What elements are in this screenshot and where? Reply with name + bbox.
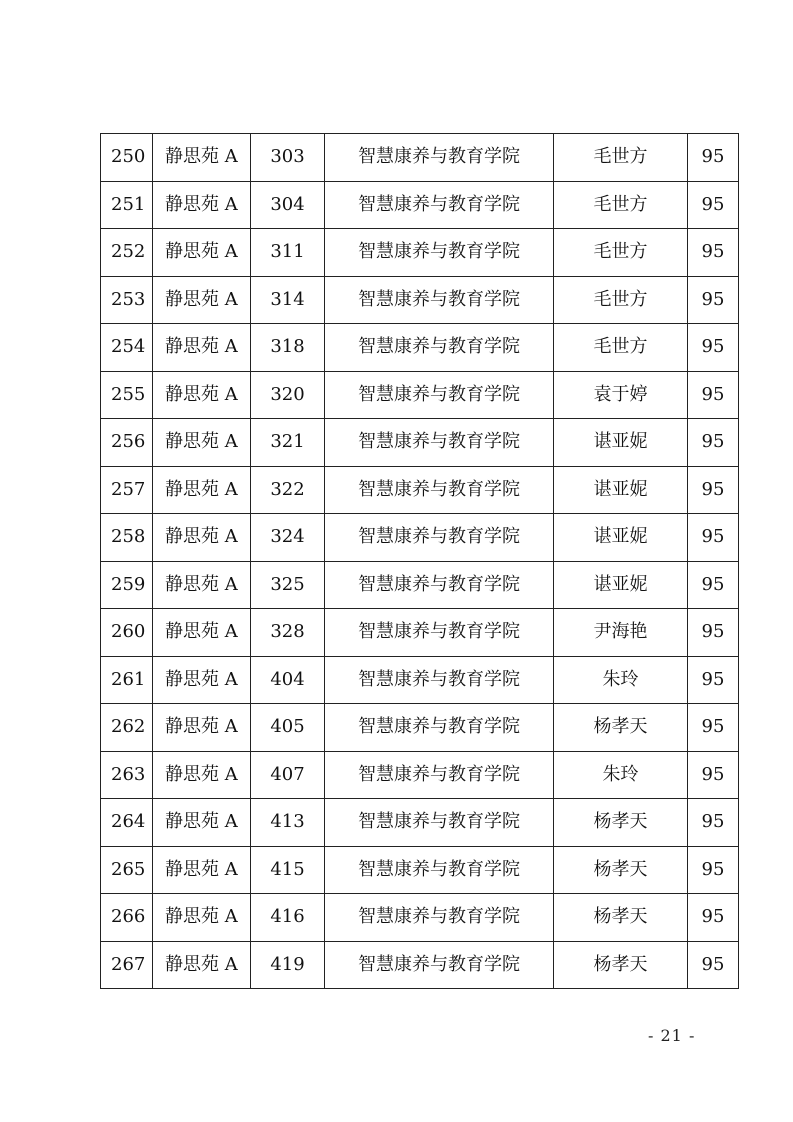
page-number: - 21 - (648, 1026, 696, 1045)
room-number-cell: 324 (251, 514, 325, 562)
inspector-name-cell: 尹海艳 (554, 609, 688, 657)
college-cell: 智慧康养与教育学院 (325, 799, 554, 847)
college-cell: 智慧康养与教育学院 (325, 894, 554, 942)
college-cell: 智慧康养与教育学院 (325, 941, 554, 989)
table-row (101, 704, 739, 752)
college-cell: 智慧康养与教育学院 (325, 656, 554, 704)
score-cell: 95 (688, 609, 739, 657)
row-number-cell: 264 (101, 799, 153, 847)
building-cell: 静思苑 A (153, 799, 251, 847)
building-cell: 静思苑 A (153, 134, 251, 182)
row-number-cell: 265 (101, 846, 153, 894)
college-cell: 智慧康养与教育学院 (325, 276, 554, 324)
inspector-name-cell: 毛世方 (554, 324, 688, 372)
score-cell: 95 (688, 229, 739, 277)
inspector-name-cell: 毛世方 (554, 134, 688, 182)
college-cell: 智慧康养与教育学院 (325, 846, 554, 894)
inspector-name-cell: 杨孝天 (554, 704, 688, 752)
score-cell: 95 (688, 846, 739, 894)
table-row (101, 561, 739, 609)
row-number-cell: 252 (101, 229, 153, 277)
college-cell: 智慧康养与教育学院 (325, 751, 554, 799)
row-number-cell: 254 (101, 324, 153, 372)
college-cell: 智慧康养与教育学院 (325, 134, 554, 182)
room-number-cell: 415 (251, 846, 325, 894)
table-row (101, 276, 739, 324)
row-number-cell: 253 (101, 276, 153, 324)
building-cell: 静思苑 A (153, 609, 251, 657)
college-cell: 智慧康养与教育学院 (325, 466, 554, 514)
score-cell: 95 (688, 751, 739, 799)
table-row (101, 466, 739, 514)
inspector-name-cell: 毛世方 (554, 276, 688, 324)
table-body (101, 134, 739, 989)
inspector-name-cell: 杨孝天 (554, 846, 688, 894)
building-cell: 静思苑 A (153, 561, 251, 609)
building-cell: 静思苑 A (153, 656, 251, 704)
row-number-cell: 262 (101, 704, 153, 752)
college-cell: 智慧康养与教育学院 (325, 561, 554, 609)
inspector-name-cell: 谌亚妮 (554, 514, 688, 562)
room-number-cell: 321 (251, 419, 325, 467)
score-cell: 95 (688, 561, 739, 609)
building-cell: 静思苑 A (153, 751, 251, 799)
table-row (101, 846, 739, 894)
dormitory-score-table (100, 133, 739, 989)
score-cell: 95 (688, 324, 739, 372)
score-cell: 95 (688, 181, 739, 229)
inspector-name-cell: 谌亚妮 (554, 466, 688, 514)
score-cell: 95 (688, 656, 739, 704)
room-number-cell: 318 (251, 324, 325, 372)
table-row (101, 419, 739, 467)
table-row (101, 229, 739, 277)
score-cell: 95 (688, 894, 739, 942)
room-number-cell: 322 (251, 466, 325, 514)
row-number-cell: 250 (101, 134, 153, 182)
building-cell: 静思苑 A (153, 371, 251, 419)
row-number-cell: 256 (101, 419, 153, 467)
table-row (101, 941, 739, 989)
row-number-cell: 267 (101, 941, 153, 989)
score-cell: 95 (688, 799, 739, 847)
row-number-cell: 263 (101, 751, 153, 799)
building-cell: 静思苑 A (153, 514, 251, 562)
room-number-cell: 328 (251, 609, 325, 657)
building-cell: 静思苑 A (153, 229, 251, 277)
table-row (101, 799, 739, 847)
row-number-cell: 251 (101, 181, 153, 229)
inspector-name-cell: 杨孝天 (554, 894, 688, 942)
table-row (101, 894, 739, 942)
row-number-cell: 257 (101, 466, 153, 514)
score-cell: 95 (688, 941, 739, 989)
room-number-cell: 320 (251, 371, 325, 419)
building-cell: 静思苑 A (153, 466, 251, 514)
college-cell: 智慧康养与教育学院 (325, 181, 554, 229)
table-row (101, 656, 739, 704)
room-number-cell: 416 (251, 894, 325, 942)
room-number-cell: 405 (251, 704, 325, 752)
college-cell: 智慧康养与教育学院 (325, 419, 554, 467)
table-row (101, 751, 739, 799)
score-cell: 95 (688, 419, 739, 467)
score-cell: 95 (688, 371, 739, 419)
table-row (101, 514, 739, 562)
college-cell: 智慧康养与教育学院 (325, 704, 554, 752)
college-cell: 智慧康养与教育学院 (325, 324, 554, 372)
row-number-cell: 260 (101, 609, 153, 657)
table-row (101, 134, 739, 182)
inspector-name-cell: 袁于婷 (554, 371, 688, 419)
building-cell: 静思苑 A (153, 419, 251, 467)
score-cell: 95 (688, 466, 739, 514)
row-number-cell: 261 (101, 656, 153, 704)
room-number-cell: 304 (251, 181, 325, 229)
table-row (101, 609, 739, 657)
college-cell: 智慧康养与教育学院 (325, 371, 554, 419)
building-cell: 静思苑 A (153, 324, 251, 372)
row-number-cell: 266 (101, 894, 153, 942)
row-number-cell: 255 (101, 371, 153, 419)
inspector-name-cell: 朱玲 (554, 656, 688, 704)
inspector-name-cell: 朱玲 (554, 751, 688, 799)
inspector-name-cell: 杨孝天 (554, 799, 688, 847)
college-cell: 智慧康养与教育学院 (325, 609, 554, 657)
room-number-cell: 407 (251, 751, 325, 799)
room-number-cell: 325 (251, 561, 325, 609)
building-cell: 静思苑 A (153, 704, 251, 752)
row-number-cell: 258 (101, 514, 153, 562)
building-cell: 静思苑 A (153, 941, 251, 989)
table-row (101, 371, 739, 419)
table-row (101, 181, 739, 229)
score-cell: 95 (688, 704, 739, 752)
table-row (101, 324, 739, 372)
inspector-name-cell: 毛世方 (554, 229, 688, 277)
room-number-cell: 303 (251, 134, 325, 182)
score-cell: 95 (688, 276, 739, 324)
room-number-cell: 314 (251, 276, 325, 324)
building-cell: 静思苑 A (153, 846, 251, 894)
score-cell: 95 (688, 134, 739, 182)
room-number-cell: 404 (251, 656, 325, 704)
college-cell: 智慧康养与教育学院 (325, 229, 554, 277)
inspector-name-cell: 谌亚妮 (554, 419, 688, 467)
score-cell: 95 (688, 514, 739, 562)
inspector-name-cell: 杨孝天 (554, 941, 688, 989)
room-number-cell: 419 (251, 941, 325, 989)
building-cell: 静思苑 A (153, 894, 251, 942)
college-cell: 智慧康养与教育学院 (325, 514, 554, 562)
row-number-cell: 259 (101, 561, 153, 609)
inspector-name-cell: 毛世方 (554, 181, 688, 229)
building-cell: 静思苑 A (153, 276, 251, 324)
building-cell: 静思苑 A (153, 181, 251, 229)
room-number-cell: 413 (251, 799, 325, 847)
room-number-cell: 311 (251, 229, 325, 277)
inspector-name-cell: 谌亚妮 (554, 561, 688, 609)
